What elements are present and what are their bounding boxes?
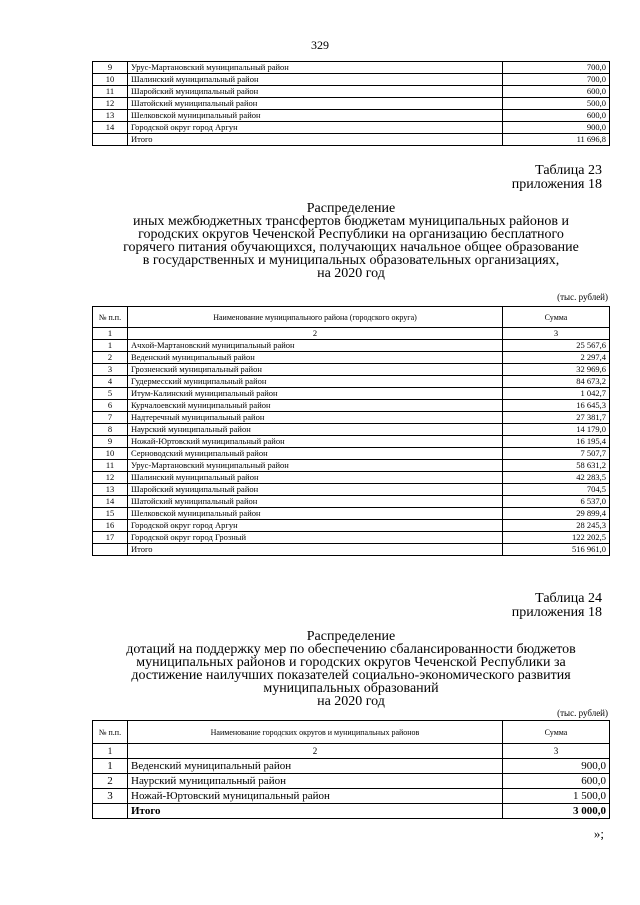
table-row [93,352,610,364]
table24-header-row [93,721,610,744]
row-sum: 27 381,7 [503,412,610,424]
row-sum: 700,0 [503,74,610,86]
table-row [93,122,610,134]
title-line: горячего питания обучающихся, получающих начальное общее образование [123,240,579,255]
total-number-cell [93,544,128,556]
table24-colnum-2: 2 [128,744,503,759]
table23-colnum-row [93,328,610,340]
row-number: 13 [93,110,128,122]
title-line: Распределение [306,629,396,644]
total-label: Итого [128,804,503,819]
row-name: Итум-Калинский муниципальный район [128,388,503,400]
table23-header-num: № п.п. [93,307,128,328]
row-number: 1 [93,340,128,352]
row-number: 1 [93,759,128,774]
table24-units: (тыс. рублей) [557,708,608,718]
row-sum: 58 631,2 [503,460,610,472]
table23-units: (тыс. рублей) [557,292,608,302]
table23-caption [512,164,602,192]
row-name: Веденский муниципальный район [128,352,503,364]
row-number: 8 [93,424,128,436]
title-line: достижение наилучших показателей социально-экономического развития [131,668,571,683]
row-name: Городской округ город Грозный [128,532,503,544]
row-number: 2 [93,352,128,364]
title-line: на 2020 год [317,694,385,709]
row-sum: 2 297,4 [503,352,610,364]
row-number: 12 [93,472,128,484]
row-name: Шаройский муниципальный район [128,484,503,496]
row-number: 15 [93,508,128,520]
row-number: 14 [93,496,128,508]
table-row [93,340,610,352]
table-row [93,472,610,484]
row-name: Ножай-Юртовский муниципальный район [128,789,503,804]
table23 [92,306,610,556]
row-name: Шелковской муниципальный район [128,508,503,520]
row-number: 10 [93,448,128,460]
row-number: 5 [93,388,128,400]
row-sum: 29 899,4 [503,508,610,520]
row-name: Наурский муниципальный район [128,774,503,789]
row-name: Грозненский муниципальный район [128,364,503,376]
page-number: 329 [311,38,329,52]
row-name: Наурский муниципальный район [128,424,503,436]
table-row [93,86,610,98]
row-sum: 900,0 [503,759,610,774]
row-number: 14 [93,122,128,134]
title-line: в государственных и муниципальных образовательных организациях, [142,253,560,268]
table23-caption-line2: приложения 18 [511,177,602,192]
table-row [93,110,610,122]
total-number-cell [93,804,128,819]
row-sum: 32 969,6 [503,364,610,376]
title-line: муниципальных образований [263,681,439,696]
row-name: Ножай-Юртовский муниципальный район [128,436,503,448]
table23-colnum-1: 1 [93,328,128,340]
table23-colnum-2: 2 [128,328,503,340]
table24-colnum-row [93,744,610,759]
table24-caption-line2: приложения 18 [511,605,602,620]
table23-title [92,202,610,280]
table24-colnum-3: 3 [503,744,610,759]
total-row [93,544,610,556]
row-number: 12 [93,98,128,110]
table24-header-num: № п.п. [93,721,128,744]
row-number: 9 [93,62,128,74]
row-number: 4 [93,376,128,388]
row-number: 10 [93,74,128,86]
row-number: 9 [93,436,128,448]
row-number: 11 [93,86,128,98]
total-sum: 516 961,0 [503,544,610,556]
table-row [93,774,610,789]
table-row [93,484,610,496]
table24-caption [512,592,602,620]
table24-title [92,630,610,708]
row-name: Урус-Мартановский муниципальный район [128,62,503,74]
table24-caption-line1: Таблица 24 [535,591,602,606]
table-row [93,436,610,448]
row-number: 11 [93,460,128,472]
closing-mark: »; [593,826,604,841]
table-row [93,789,610,804]
row-number: 3 [93,789,128,804]
total-sum: 11 696,8 [503,134,610,146]
table-row [93,496,610,508]
table23-header-sum: Сумма [503,307,610,328]
row-sum: 700,0 [503,62,610,74]
row-sum: 25 567,6 [503,340,610,352]
row-number: 3 [93,364,128,376]
row-number: 7 [93,412,128,424]
table-row [93,364,610,376]
row-sum: 28 245,3 [503,520,610,532]
row-sum: 900,0 [503,122,610,134]
row-number: 6 [93,400,128,412]
total-row [93,804,610,819]
row-name: Веденский муниципальный район [128,759,503,774]
table-row [93,98,610,110]
row-name: Курчалоевский муниципальный район [128,400,503,412]
table-row [93,62,610,74]
table23-caption-line1: Таблица 23 [535,163,602,178]
table-row [93,448,610,460]
title-line: Распределение [306,201,396,216]
row-name: Городской округ город Аргун [128,122,503,134]
row-sum: 42 283,5 [503,472,610,484]
row-name: Ачхой-Мартановский муниципальный район [128,340,503,352]
table-row [93,424,610,436]
row-name: Надтеречный муниципальный район [128,412,503,424]
row-name: Гудермесский муниципальный район [128,376,503,388]
row-name: Серноводский муниципальный район [128,448,503,460]
title-line: иных межбюджетных трансфертов бюджетам муниципальных районов и [133,214,569,229]
title-line: дотаций на поддержку мер по обеспечению сбалансированности бюджетов [126,642,576,657]
table23-header-row [93,307,610,328]
row-sum: 7 507,7 [503,448,610,460]
table24 [92,720,610,819]
row-name: Шаройский муниципальный район [128,86,503,98]
title-line: на 2020 год [317,266,385,281]
total-label: Итого [128,134,503,146]
total-sum: 3 000,0 [503,804,610,819]
row-name: Городской округ город Аргун [128,520,503,532]
total-row [93,134,610,146]
row-number: 13 [93,484,128,496]
row-sum: 600,0 [503,86,610,98]
row-name: Шелковской муниципальный район [128,110,503,122]
table-row [93,400,610,412]
table23-header-name: Наименование муниципального района (городского округа) [128,307,503,328]
row-sum: 1 042,7 [503,388,610,400]
table24-header-name: Наименование городских округов и муниципальных районов [128,721,503,744]
table-row [93,520,610,532]
row-sum: 704,5 [503,484,610,496]
row-sum: 1 500,0 [503,789,610,804]
row-sum: 84 673,2 [503,376,610,388]
total-label: Итого [128,544,503,556]
row-name: Шалинский муниципальный район [128,472,503,484]
table-continuation [92,61,610,146]
table-row [93,388,610,400]
total-number-cell [93,134,128,146]
table-row [93,460,610,472]
row-sum: 600,0 [503,110,610,122]
row-sum: 6 537,0 [503,496,610,508]
table-row [93,759,610,774]
row-sum: 122 202,5 [503,532,610,544]
table-row [93,508,610,520]
row-number: 17 [93,532,128,544]
row-sum: 16 645,3 [503,400,610,412]
row-name: Шатойский муниципальный район [128,496,503,508]
row-number: 2 [93,774,128,789]
table-row [93,74,610,86]
row-name: Шалинский муниципальный район [128,74,503,86]
row-sum: 14 179,0 [503,424,610,436]
row-name: Урус-Мартановский муниципальный район [128,460,503,472]
row-sum: 500,0 [503,98,610,110]
table24-header-sum: Сумма [503,721,610,744]
row-number: 16 [93,520,128,532]
title-line: муниципальных районов и городских округов Чеченской Республики за [136,655,566,670]
table-row [93,412,610,424]
row-sum: 16 195,4 [503,436,610,448]
table23-colnum-3: 3 [503,328,610,340]
table-row [93,532,610,544]
row-sum: 600,0 [503,774,610,789]
table-row [93,376,610,388]
title-line: городских округов Чеченской Республики на организацию бесплатного [138,227,564,242]
table24-colnum-1: 1 [93,744,128,759]
row-name: Шатойский муниципальный район [128,98,503,110]
